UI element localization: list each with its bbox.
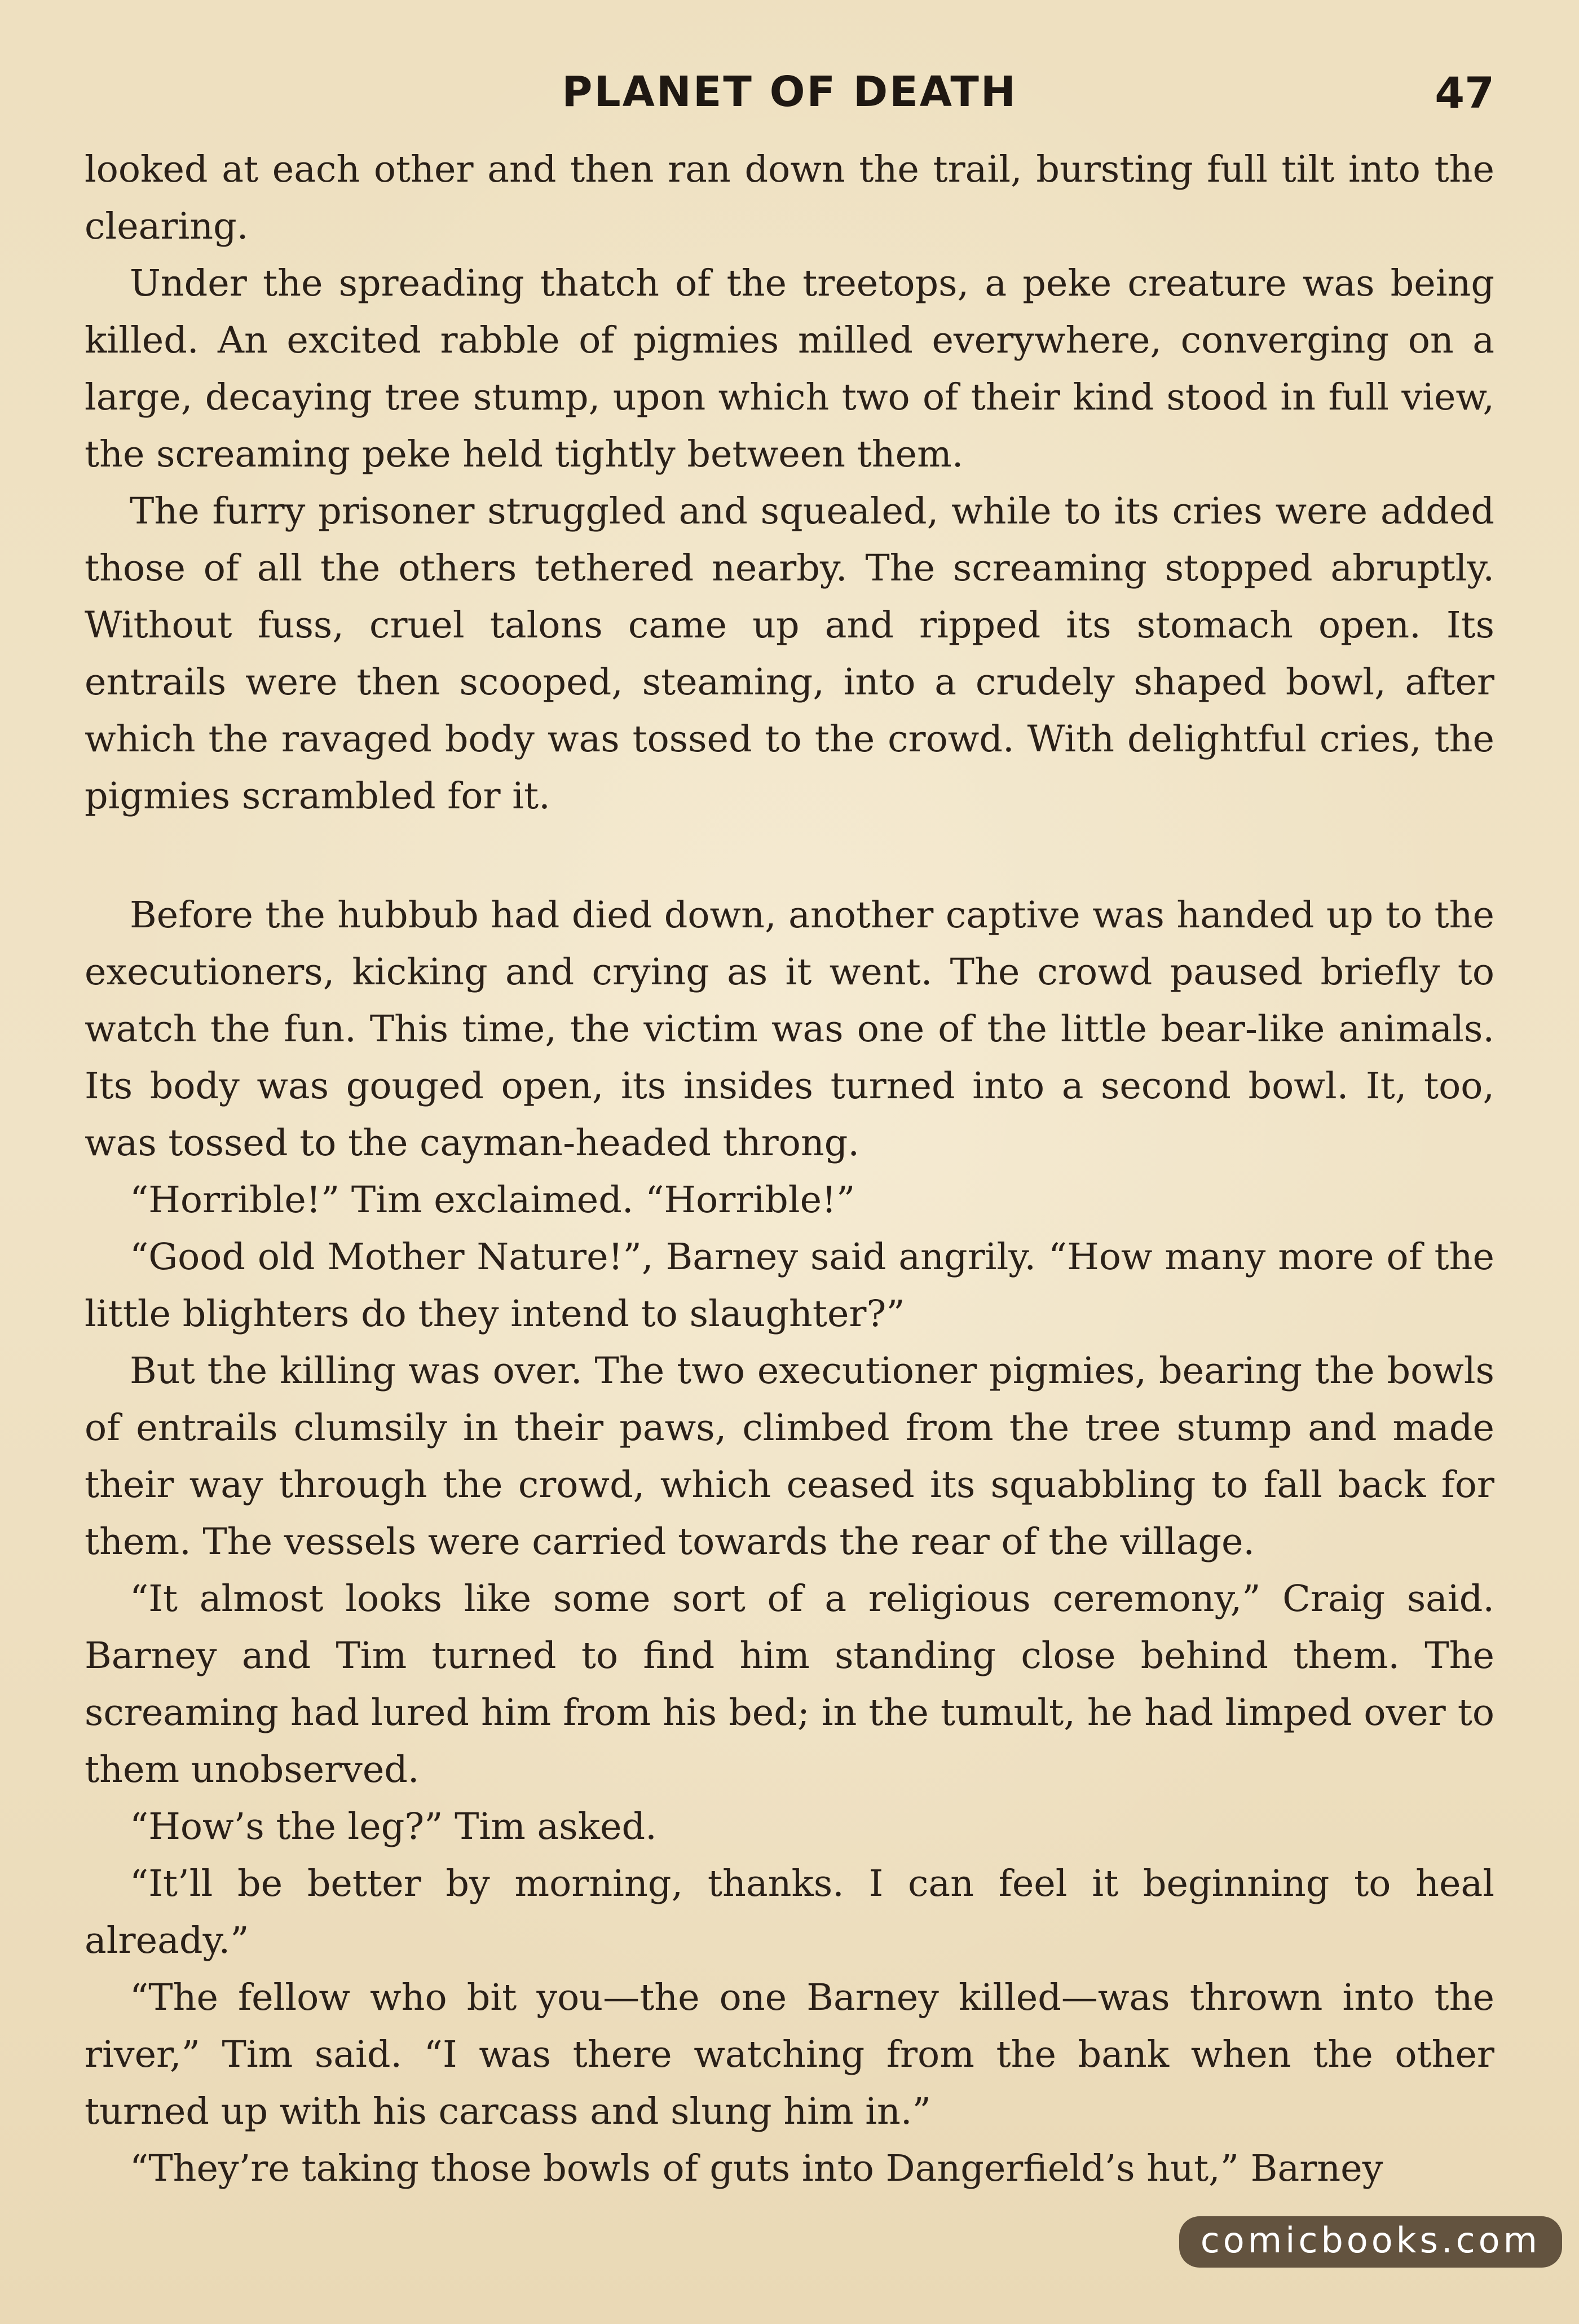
page-number: 47 xyxy=(1435,68,1494,118)
paragraph: looked at each other and then ran down the trail, bursting full tilt into the clearing. xyxy=(85,148,1494,248)
paragraph: “It almost looks like some sort of a religious ceremony,” Craig said. Barney and Tim turned to find him standing close behind them. The screaming had lured him from his bed; in the tumult, he had limped over to them unobserved. xyxy=(85,1578,1494,1791)
paragraph: Before the hubbub had died down, another captive was handed up to the executioners, kicking and crying as it went. The crowd paused briefly to watch the fun. This time, the victim was one of the little bear-like animals. Its body was gouged open, its insides turned into a second bowl. It, too, was tossed to the cayman-headed throng. xyxy=(85,894,1494,1164)
paragraph: “It’ll be better by morning, thanks. I can feel it beginning to heal already.” xyxy=(85,1863,1494,1962)
watermark: comicbooks.com xyxy=(1179,2216,1562,2268)
paragraph: “Horrible!” Tim exclaimed. “Horrible!” xyxy=(130,1179,855,1221)
paragraph: The furry prisoner struggled and squealed, while to its cries were added those of all the others tethered nearby. The screaming stopped abruptly. Without fuss, cruel talons came up and ripped its stomach open. Its entrails were then scooped, steaming, into a crudely shaped bowl, after which the ravaged body was tossed to the crowd. With delightful cries, the pigmies scrambled for it. xyxy=(85,490,1494,817)
section-break xyxy=(85,825,1494,887)
paragraph: Under the spreading thatch of the treetops, a peke creature was being killed. An excited rabble of pigmies milled everywhere, converging on a large, decaying tree stump, upon which two of their kind stood in full view, the screaming peke held tightly between them. xyxy=(85,262,1494,476)
paragraph: “Good old Mother Nature!”, Barney said angrily. “How many more of the little blighters do they intend to slaughter?” xyxy=(85,1236,1494,1335)
paragraph: But the killing was over. The two executioner pigmies, bearing the bowls of entrails clumsily in their paws, climbed from the tree stump and made their way through the crowd, which ceased its squabbling to fall back for them. The vessels were carried towards the rear of the village. xyxy=(85,1350,1494,1563)
paragraph: “How’s the leg?” Tim asked. xyxy=(130,1806,657,1848)
body-text xyxy=(85,141,1494,2197)
paragraph: “The fellow who bit you—the one Barney killed—was thrown into the river,” Tim said. “I was there watching from the bank when the other turned up with his carcass and slung him in.” xyxy=(85,1977,1494,2133)
header-title: PLANET OF DEATH xyxy=(562,68,1017,116)
running-header xyxy=(85,68,1494,130)
paragraph: “They’re taking those bowls of guts into Dangerfield’s hut,” Barney xyxy=(130,2147,1383,2190)
